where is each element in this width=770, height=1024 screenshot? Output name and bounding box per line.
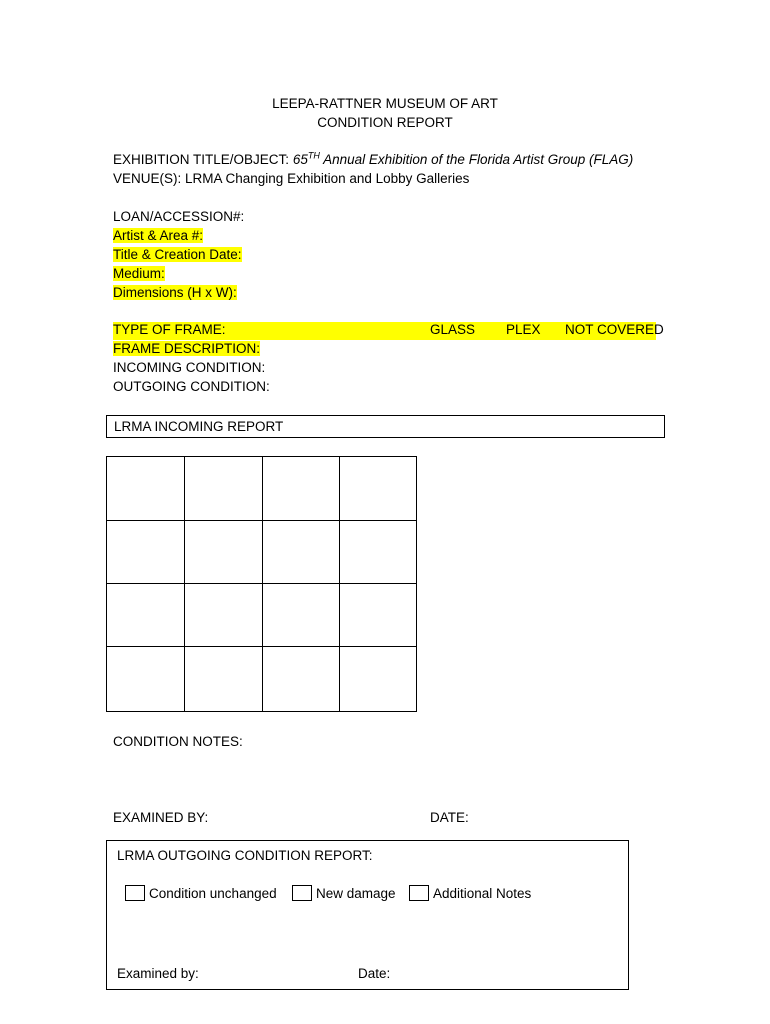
exhibition-title: 65TH Annual Exhibition of the Florida Artist Group (FLAG) xyxy=(292,150,634,167)
frame-type-label: TYPE OF FRAME: xyxy=(113,322,226,337)
condition-unchanged-checkbox[interactable] xyxy=(125,885,145,901)
exhibition-label: EXHIBITION TITLE/OBJECT: xyxy=(113,152,290,167)
condition-unchanged-option[interactable] xyxy=(125,885,277,901)
museum-name: LEEPA-RATTNER MUSEUM OF ART xyxy=(272,96,498,111)
title-creation-date-field: Title & Creation Date: xyxy=(113,247,242,262)
new-damage-option[interactable] xyxy=(292,885,396,901)
grid-vline xyxy=(262,457,263,711)
report-title: CONDITION REPORT xyxy=(317,115,453,130)
condition-grid xyxy=(106,456,417,712)
condition-notes-label: CONDITION NOTES: xyxy=(113,734,243,749)
outgoing-condition-field: OUTGOING CONDITION: xyxy=(113,379,270,394)
loan-accession-field: LOAN/ACCESSION#: xyxy=(113,209,245,224)
grid-vline xyxy=(339,457,340,711)
condition-unchanged-label: Condition unchanged xyxy=(149,885,277,901)
incoming-condition-field: INCOMING CONDITION: xyxy=(113,360,266,375)
artist-area-field: Artist & Area #: xyxy=(113,228,204,243)
incoming-report-label: LRMA INCOMING REPORT xyxy=(114,419,284,434)
incoming-report-box xyxy=(106,415,665,438)
dimensions-field: Dimensions (H x W): xyxy=(113,285,237,300)
outgoing-examined-by-label: Examined by: xyxy=(117,966,199,981)
grid-hline xyxy=(107,583,416,584)
not-covered-option: NOT COVERED xyxy=(565,322,664,337)
additional-notes-option[interactable] xyxy=(409,885,531,901)
outgoing-date-label: Date: xyxy=(358,966,391,981)
plex-option: PLEX xyxy=(506,322,541,337)
new-damage-label: New damage xyxy=(316,885,396,901)
exhibition-line xyxy=(113,152,633,167)
date-label: DATE: xyxy=(430,810,469,825)
glass-option: GLASS xyxy=(430,322,476,337)
grid-hline xyxy=(107,520,416,521)
venue-line: VENUE(S): LRMA Changing Exhibition and Lobby Galleries xyxy=(113,171,470,186)
new-damage-checkbox[interactable] xyxy=(292,885,312,901)
frame-description-field: FRAME DESCRIPTION: xyxy=(113,341,261,356)
grid-vline xyxy=(184,457,185,711)
examined-by-label: EXAMINED BY: xyxy=(113,810,209,825)
additional-notes-label: Additional Notes xyxy=(433,885,532,901)
additional-notes-checkbox[interactable] xyxy=(409,885,429,901)
frame-type-row xyxy=(113,322,664,340)
medium-field: Medium: xyxy=(113,266,165,281)
grid-hline xyxy=(107,646,416,647)
outgoing-report-title: LRMA OUTGOING CONDITION REPORT: xyxy=(117,848,373,863)
